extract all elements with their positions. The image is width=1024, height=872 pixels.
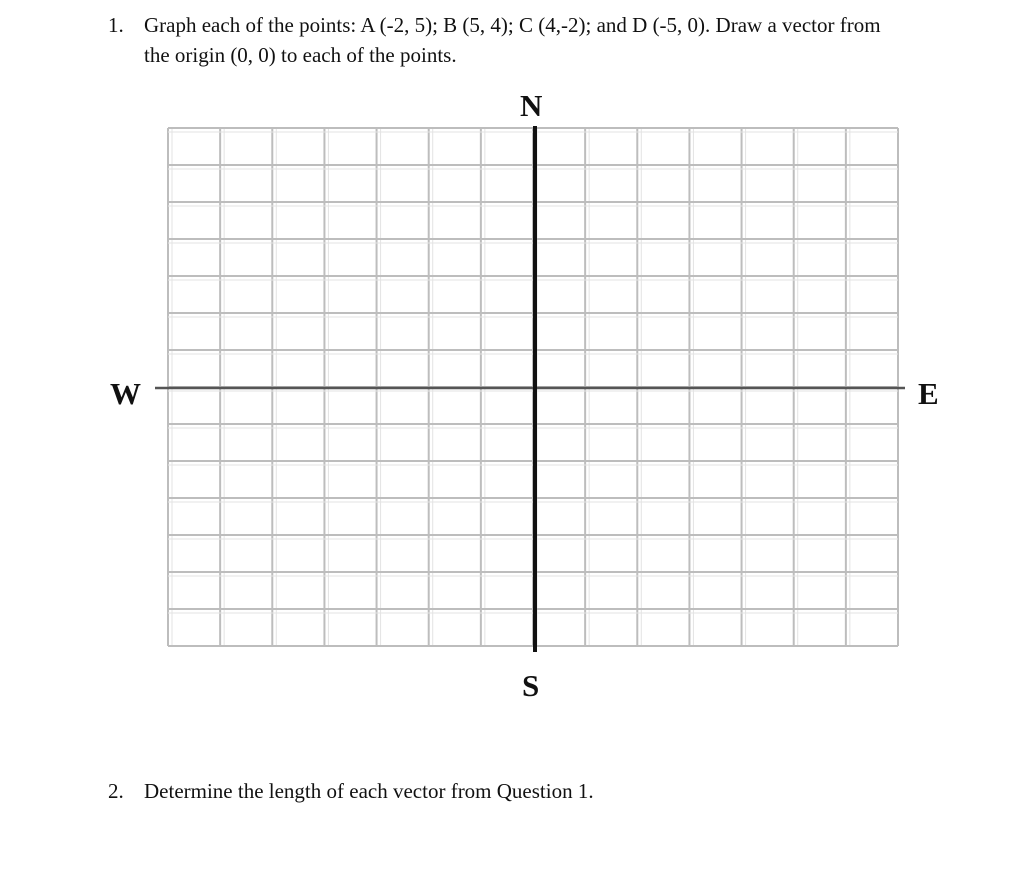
south-label: S — [522, 668, 540, 703]
question-2-text: Determine the length of each vector from Question 1. — [144, 779, 594, 803]
east-label: E — [918, 376, 939, 411]
question-1-text-line-1: Graph each of the points: A (-2, 5); B (5, 4); C (4,-2); and D (-5, 0). Draw a vector from — [144, 13, 881, 37]
west-label: W — [110, 376, 141, 411]
question-2 — [108, 776, 808, 806]
question-1-text-line-2: the origin (0, 0) to each of the points. — [144, 43, 457, 67]
question-2-number: 2. — [108, 779, 124, 803]
grid-axes — [155, 126, 905, 652]
north-label: N — [520, 88, 543, 123]
question-1-number: 1. — [108, 13, 124, 37]
